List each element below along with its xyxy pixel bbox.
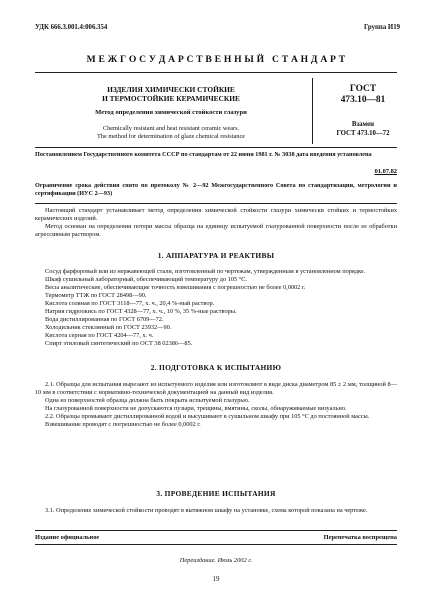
replaces-block — [318, 120, 408, 138]
intro-paragraphs — [35, 207, 397, 239]
footer-rule — [35, 530, 397, 531]
list-item: Кислота соляная по ГОСТ 3118—77, х. ч., 20,4 %-ный раствор. — [45, 300, 215, 307]
introduction-date: 01.07.82 — [374, 168, 397, 175]
section-1-list — [35, 268, 397, 348]
section-3-paragraph-1: 3.1. Определение химической стойкости проводят в вытяжном шкафу на установке, схема которой показана на чертеже. — [45, 507, 368, 514]
section-3-body — [35, 507, 397, 515]
title-block-rule — [35, 147, 397, 148]
section-2-paragraph-2: Одна из поверхностей образца должна быть покрыта испытуемой глазурью. — [45, 397, 250, 404]
section-2-paragraph-5: Взвешивание проводят с погрешностью не более 0,0002 г. — [45, 421, 201, 428]
section-1-heading: 1. АППАРАТУРА И РЕАКТИВЫ — [157, 251, 275, 260]
method-title-ru: Метод определения химической стойкости глазури — [95, 109, 247, 116]
list-item: Спирт этиловый синтетический по ОСТ 38 02386—85. — [45, 340, 193, 347]
section-2-paragraph-4: 2.2. Образцы промывают дистиллированной водой и высушивают в сушильном шкафу при 105 °С до постоянной массы. — [45, 413, 370, 420]
title-line-1: ИЗДЕЛИЯ ХИМИЧЕСКИ СТОЙКИЕ — [107, 85, 235, 94]
replaces-number: ГОСТ 473.10—72 — [336, 130, 390, 137]
decree-text: Постановлением Государственного комитета СССР по стандартам от 22 июня 1981 г. № 3038 дата введения установлена — [35, 151, 372, 158]
title-en-line-2: The method for determination of glaze chemical resistance — [96, 133, 246, 141]
section-3-heading: 3. ПРОВЕДЕНИЕ ИСПЫТАНИЯ — [156, 489, 276, 498]
udk-code: УДК 666.3.001.4:006.354 — [35, 24, 108, 31]
list-item: Шкаф сушильный лабораторный, обеспечивающий температуру до 105 °С. — [45, 276, 247, 283]
list-item: Холодильник стеклянный по ГОСТ 23932—90. — [45, 324, 172, 331]
gost-label: ГОСТ — [349, 84, 377, 94]
intro-paragraph-1: Настоящий стандарт устанавливает метод определения химической стойкости глазури химически стойких и термостойких керамических изделий. — [35, 207, 397, 222]
header-rule — [35, 72, 397, 73]
limitation-note: Ограничение срока действия снято по протоколу № 2—92 Межгосударственного Совета по стандартизации, метрологии и сертификации (ИУС 2—93) — [35, 182, 397, 197]
list-item: Весы аналитические, обеспечивающие точность взвешивания с погрешностью не более 0,0002 г. — [45, 284, 306, 291]
official-edition: Издание официальное — [35, 534, 100, 541]
gost-number: 473.10—81 — [340, 95, 386, 105]
section-2-heading: 2. ПОДГОТОВКА К ИСПЫТАНИЮ — [150, 363, 282, 372]
section-2-paragraph-1: 2.1. Образцы для испытания вырезают из испытуемого изделия или изготовляют в виде диска диаметром 85 ± 2 мм, толщиной 8—10 мм в соответствии с нормативно-технической документацией на данный вид изделия. — [35, 381, 397, 396]
title-line-2: И ТЕРМОСТОЙКИЕ КЕРАМИЧЕСКИЕ — [102, 94, 240, 103]
group-code: Группа И19 — [364, 24, 400, 31]
footer-rule-bottom — [35, 544, 397, 545]
list-item: Сосуд фарфоровый или из нержавеющей стали, изготовленный по чертежам, утвержденным в установленном порядке. — [45, 268, 366, 275]
list-item: Термометр ТТЖ по ГОСТ 28498—90. — [45, 292, 147, 299]
state-standard-banner: М Е Ж Г О С У Д А Р С Т В Е Н Н Ы Й С Т А Н Д А Р Т — [86, 54, 346, 65]
title-en-line-1: Chemically resistant and heat resistant ceramic wears. — [102, 125, 240, 132]
list-item: Вода дистиллированная по ГОСТ 6709—72. — [45, 316, 164, 323]
decree-rule — [35, 203, 397, 204]
section-2-body — [35, 381, 397, 429]
page-number: 19 — [212, 575, 220, 583]
list-item: Кислота серная по ГОСТ 4204—77, х. ч. — [45, 332, 154, 339]
reprint-forbidden: Перепечатка воспрещена — [323, 534, 397, 541]
intro-paragraph-2: Метод основан на определении потери массы образца на единицу испытуемой глазурованной поверхности после ее обработки агрессивным раствором. — [35, 223, 397, 238]
section-2-paragraph-3: На глазурованной поверхности не допускаются пузыри, трещины, вмятины, сколы, обнаруживаемые визуально. — [45, 405, 347, 412]
reissue-note: Переиздание. Июль 2002 г. — [179, 557, 253, 564]
list-item: Натрия гидроокись по ГОСТ 4328—77, х. ч., 10 %, 35 %-ные растворы. — [45, 308, 237, 315]
title-block-divider — [312, 78, 313, 144]
gost-designation — [318, 84, 408, 106]
replaces-label: Взамен — [351, 121, 375, 128]
document-title — [35, 85, 307, 103]
title-en — [35, 125, 307, 141]
